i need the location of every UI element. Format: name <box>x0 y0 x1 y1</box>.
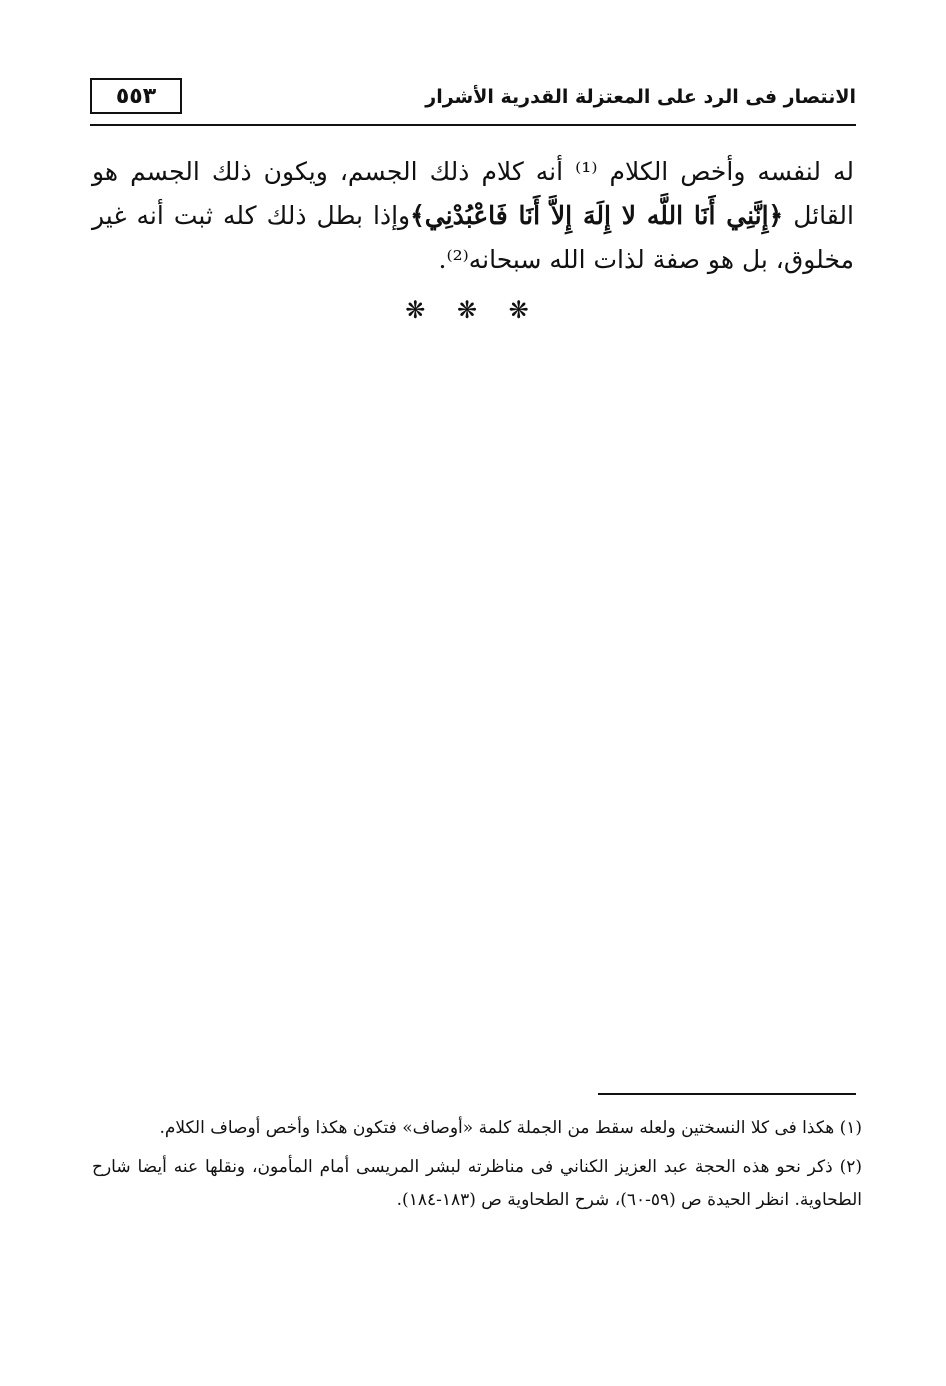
footnote-rule <box>598 1093 856 1095</box>
running-title: الانتصار فى الرد على المعتزلة القدرية الأشرار <box>425 86 856 108</box>
footnote-1: (١) هكذا فى كلا النسختين ولعله سقط من الجملة كلمة «أوصاف» فتكون هكذا وأخص أوصاف الكلام. <box>159 1118 862 1138</box>
quran-verse: ﴿إِنَّنِي أَنَا اللَّه لا إِلَهَ إِلاَّ أَنَا فَاعْبُدْنِي﴾ <box>410 201 784 230</box>
footnote-2: (٢) ذكر نحو هذه الحجة عبد العزيز الكناني فى مناظرته لبشر المريسى أمام المأمون، ونقلها عنه أيضا شارح الطحاوية. انظر الحيدة ص (٥٩-٦٠)، شرح الطحاوية ص (١٨٣-١٨٤). <box>92 1157 862 1210</box>
section-divider: ❋ ❋ ❋ <box>405 296 541 324</box>
page-header <box>90 72 856 126</box>
body-line-2-end: وإذا بطل ذلك كله ثبت <box>173 201 411 230</box>
header-rule <box>90 124 856 126</box>
main-paragraph <box>92 150 854 282</box>
page-number: ٥٥٣ <box>90 78 182 114</box>
body-line-1: له لنفسه وأخص الكلام ⁽¹⁾ أنه كلام ذلك الجسم، ويكون ذلك <box>211 157 855 186</box>
body-line-3: أنه غير مخلوق، بل هو صفة لذات الله سبحانه⁽²⁾. <box>92 201 854 274</box>
body-line-2-start: الجسم هو القائل <box>92 157 854 230</box>
footnotes <box>92 1112 862 1223</box>
